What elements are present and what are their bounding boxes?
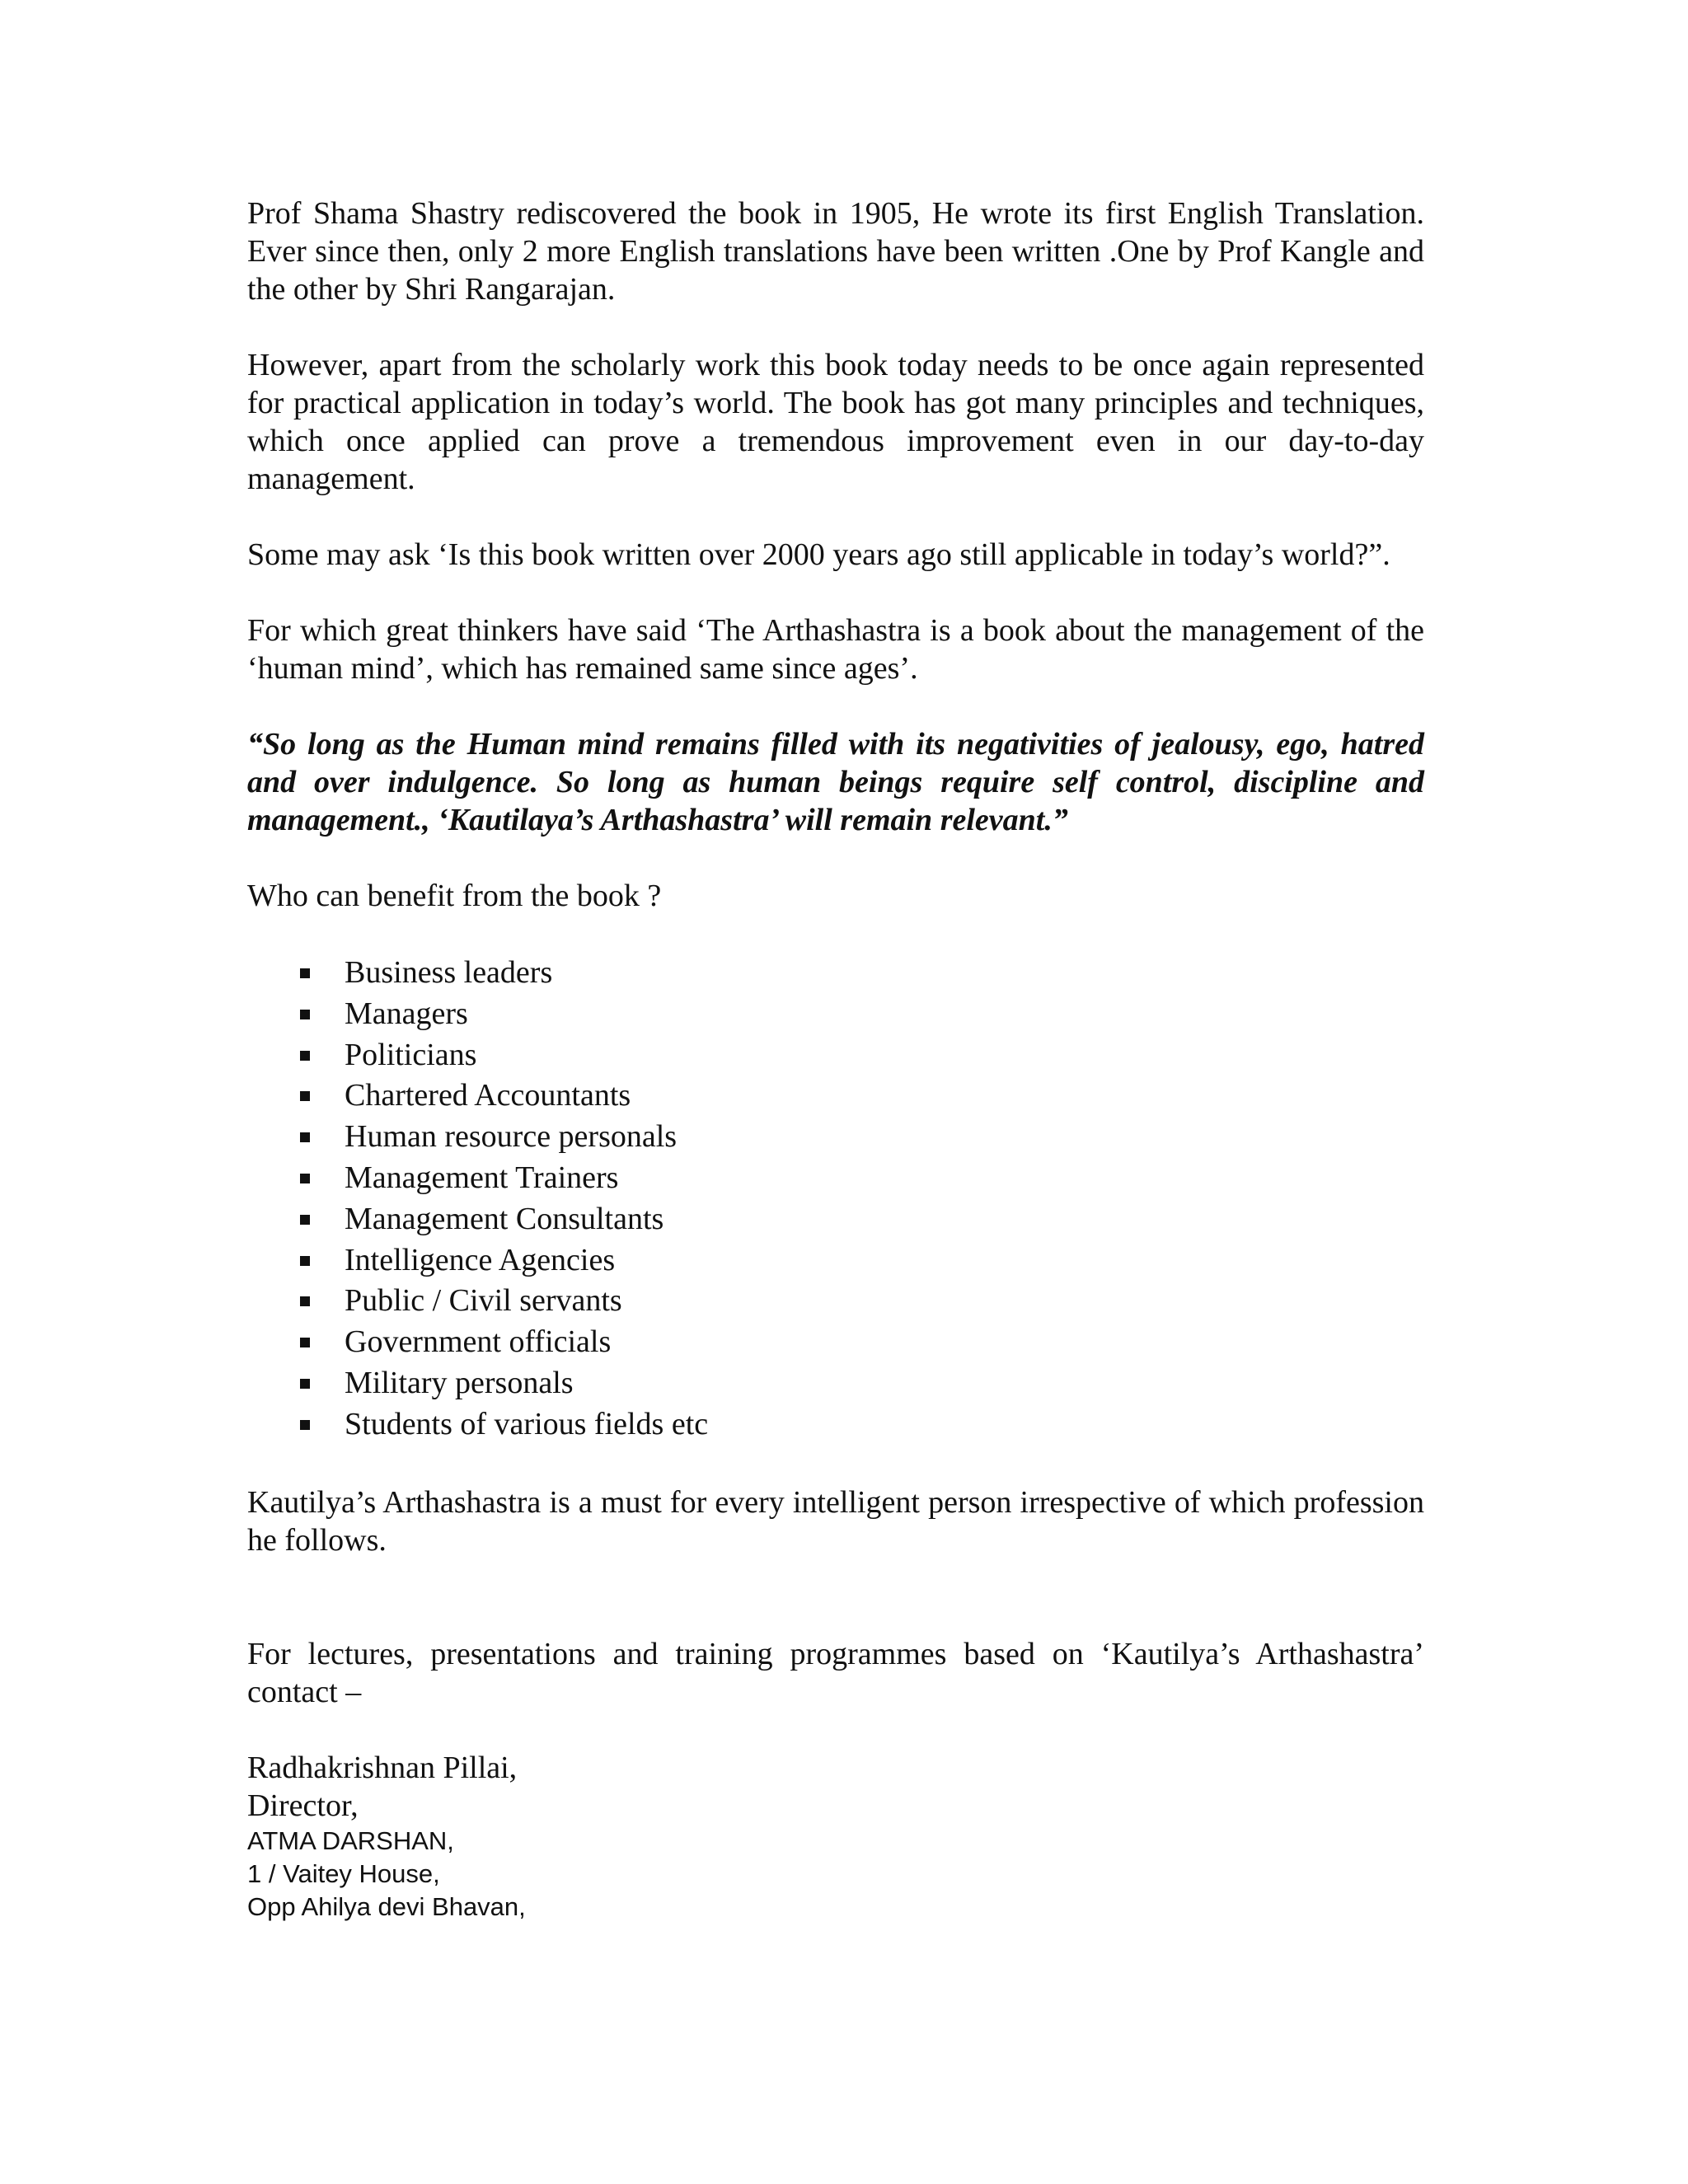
list-item xyxy=(247,1281,1424,1322)
list-item xyxy=(247,1076,1424,1117)
paragraph-must-read: Kautilya’s Arthashastra is a must for every intelligent person irrespective of which profession he follows. xyxy=(247,1484,1424,1558)
paragraph-rediscovery: Prof Shama Shastry rediscovered the book in 1905, He wrote its first English Translation. Ever since then, only 2 more English translations have been written .One by Prof Kangle and the other by Shri Rangarajan. xyxy=(247,196,1424,307)
list-item-label: Management Trainers xyxy=(345,1160,619,1195)
relevance-quote: “So long as the Human mind remains filled with its negativities of jealousy, ego, hatred and over indulgence. So long as human beings require self control, discipline and management., ‘Kautilaya’s Arthashastra’ will remain relevant.” xyxy=(247,727,1424,837)
square-bullet-icon xyxy=(300,1174,310,1183)
list-item xyxy=(247,1158,1424,1199)
square-bullet-icon xyxy=(300,1420,310,1430)
list-item xyxy=(247,1322,1424,1363)
list-item-label: Students of various fields etc xyxy=(345,1406,709,1441)
square-bullet-icon xyxy=(300,1215,310,1225)
square-bullet-icon xyxy=(300,1051,310,1061)
list-item xyxy=(247,1199,1424,1240)
contact-block xyxy=(247,1749,1424,1924)
list-item xyxy=(247,953,1424,994)
contact-address-line-1: 1 / Vaitey House, xyxy=(247,1858,440,1888)
beneficiary-list xyxy=(247,953,1424,1446)
list-item-label: Business leaders xyxy=(345,955,553,990)
square-bullet-icon xyxy=(300,1296,310,1306)
square-bullet-icon xyxy=(300,1256,310,1266)
paragraph-applicability-question: Some may ask ‘Is this book written over 2000 years ago still applicable in today’s world?”. xyxy=(247,537,1390,572)
list-item-label: Military personals xyxy=(345,1365,574,1400)
list-item-label: Management Consultants xyxy=(345,1201,664,1236)
document-page xyxy=(247,194,1424,1924)
paragraph-thinkers: For which great thinkers have said ‘The Arthashastra is a book about the management of the ‘human mind’, which has remained same since ages’. xyxy=(247,613,1424,686)
list-item xyxy=(247,994,1424,1035)
contact-organization: ATMA DARSHAN, xyxy=(247,1825,454,1855)
benefit-question: Who can benefit from the book ? xyxy=(247,879,662,913)
square-bullet-icon xyxy=(300,1379,310,1389)
list-item-label: Politicians xyxy=(345,1037,477,1072)
list-item-label: Intelligence Agencies xyxy=(345,1242,616,1277)
contact-address-line-2: Opp Ahilya devi Bhavan, xyxy=(247,1891,526,1921)
list-item xyxy=(247,1404,1424,1446)
square-bullet-icon xyxy=(300,1338,310,1347)
contact-name: Radhakrishnan Pillai, xyxy=(247,1750,518,1785)
list-item xyxy=(247,1363,1424,1404)
list-item-label: Managers xyxy=(345,996,468,1031)
list-item-label: Public / Civil servants xyxy=(345,1283,622,1319)
list-item-label: Human resource personals xyxy=(345,1119,678,1155)
list-item xyxy=(247,1240,1424,1282)
square-bullet-icon xyxy=(300,1010,310,1019)
list-item-label: Chartered Accountants xyxy=(345,1078,631,1113)
paragraph-contact-intro: For lectures, presentations and training programmes based on ‘Kautilya’s Arthashastra’ contact – xyxy=(247,1636,1424,1709)
square-bullet-icon xyxy=(300,1091,310,1101)
spacer xyxy=(247,1597,1424,1635)
list-item-label: Government officials xyxy=(345,1324,612,1360)
paragraph-practical-application: However, apart from the scholarly work this book today needs to be once again represented for practical application in today’s world. The book has got many principles and techniques, which once applied can prove a tremendous improvement even in our day-to-day management. xyxy=(247,348,1424,496)
square-bullet-icon xyxy=(300,968,310,978)
square-bullet-icon xyxy=(300,1132,310,1142)
contact-title: Director, xyxy=(247,1788,359,1823)
list-item xyxy=(247,1117,1424,1158)
list-item xyxy=(247,1035,1424,1076)
